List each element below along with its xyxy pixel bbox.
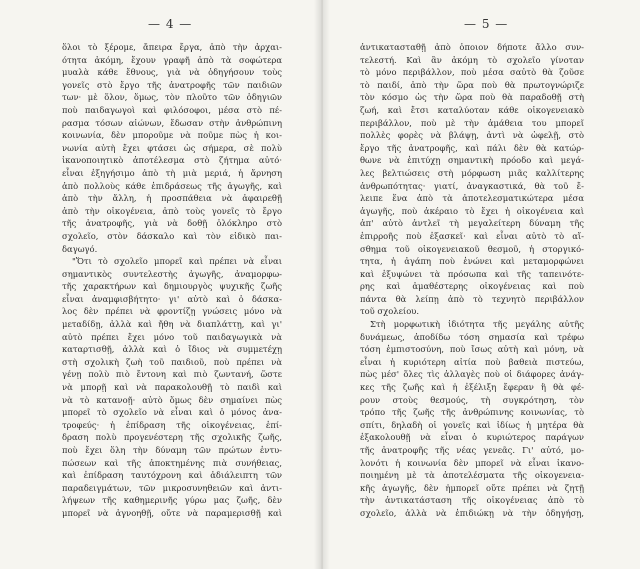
- text-line: ρουν στοὺς θεσμούς, τὴ συγκρότηση, τὸν: [360, 394, 584, 405]
- text-line: ἱκανοποιητικὸ ἀποτέλεσμα στὸ ζήτημα αὐτό·: [62, 155, 282, 166]
- left-page-text: [62, 41, 282, 520]
- text-line: πολλὲς φορὲς νὰ βλάψῃ, ἀντὶ νὰ ὠφελῇ, στὸ: [360, 130, 584, 141]
- text-line: νὰ μπορῇ καὶ νὰ παρακολουθῇ τὸ παιδὶ καὶ: [62, 382, 282, 393]
- text-line: τόση ἐμπιστοσύνη, ποὺ ἴσως αὐτὴ καὶ μόνη, νὰ: [360, 344, 584, 355]
- text-line: λειπε ἕνα ἀπὸ τὰ ἀποτελεσματικώτερα μέσα: [360, 193, 584, 204]
- text-line: πὼς μέσ' ὅλες τὶς ἀλλαγὲς ποὺ οἱ διάφορες ἀνάγ-: [360, 369, 584, 380]
- text-line: ποιημένη μὲ τὰ ἀποτελέσματα τῆς οἰκογενεια-: [360, 470, 584, 481]
- text-line: ποὺ παιδαγωγοὶ καὶ φιλόσοφοι, μέσα στὸ πέ-: [62, 104, 282, 115]
- text-line: τὸ μόνο περιβάλλον, ποὺ μέσα σαὐτὸ θὰ ζοῦσε: [360, 67, 584, 78]
- text-line: παραδειγμάτων, τῶν μικροσυνηθειῶν καὶ ἀντι-: [62, 482, 282, 493]
- text-line: τρόπο τῆς ζωῆς τῆς ἀνθρώπινης κοινωνίας, τὸ: [360, 407, 584, 418]
- text-line: κῆς ἀγωγῆς, δὲν ἠμπορεῖ οὔτε πρέπει νὰ ζητῇ: [360, 482, 584, 493]
- text-line: γένῃ πολὺ πιὸ ἔντονη καὶ πιὸ ζωντανή, ὥστε: [62, 369, 282, 380]
- text-line: νωνία αὐτὴ ἔχει φτάσει ὡς σήμερα, σὲ πολὺ: [62, 142, 282, 153]
- right-page: [322, 0, 640, 569]
- text-line: λονότι ἡ κοινωνία δὲν μπορεῖ νὰ εἶναι ἱκανο-: [360, 457, 584, 468]
- text-line: καὶ ἐπίδραση ταυτόχρονη καὶ ἀδιάλειπτη τῶν: [62, 470, 282, 481]
- text-line: ἀγωγῆς, ποὺ ἀκέραιο τὸ ἔχει ἡ οἰκογένεια καὶ: [360, 205, 584, 216]
- text-line: ποὺ ἔχει ὅλη τὴν δύναμη τῶν πρώτων ἐντυ-: [62, 445, 282, 455]
- text-line: ἀνθρωπότητας· γιατί, ἀναγκαστικά, θὰ τοῦ ἔ-: [360, 180, 584, 191]
- text-line: ἀπὸ τὴν οἰκογένεια, ἀπὸ τοὺς γονεῖς τὸ ἔργο: [62, 205, 282, 216]
- text-line: μεταδίδῃ, ἀλλὰ καὶ ἤθη νὰ διαπλάττῃ, καὶ γι': [62, 319, 282, 330]
- text-line: περιβάλλον, ποὺ μὲ τὴν ἀμάθεια του μπορεῖ: [360, 117, 584, 128]
- text-line: θωνε νὰ ἐπιτύχῃ σημαντικὴ πρόοδο καὶ μεγά-: [360, 155, 584, 166]
- text-line: σημαντικὸς συντελεστὴς ἀγωγῆς, ἀναμορφω-: [62, 268, 282, 279]
- text-line: Στὴ μορφωτικὴ ἰδιότητα τῆς μεγάλης αὐτῆς: [370, 319, 584, 330]
- text-line: νὰ τὸ κατανοῇ· αὐτὸ ὅμως δὲν σημαίνει πὼς: [62, 394, 282, 405]
- text-line: στὴ σχολικὴ ζωὴ τοῦ παιδιοῦ, ποὺ πρέπει νὰ: [62, 356, 282, 367]
- text-line: ρης καὶ ἀμαθέστερης οἰκογένειας καὶ ποὺ: [360, 281, 584, 292]
- text-line: ἔργο τῆς ἀνατροφῆς, καὶ πάλι δὲν θὰ κατώρ-: [360, 142, 584, 153]
- text-line: εἶναι ἡ κυριότερη αἰτία ποὺ βαθειὰ πιστεύω,: [360, 356, 584, 367]
- text-line: κοινωνία, δὲν μποροῦμε νὰ ποῦμε πὼς ἡ κοι-: [62, 130, 282, 141]
- text-line: λήψεων τῆς καθημερινῆς γύρω μας ζωῆς, δὲν: [62, 495, 282, 506]
- text-line: τροφεύς· ἡ ἐπίδραση τῆς οἰκογένειας, ἐπί-: [62, 419, 282, 430]
- text-line: τελεστή. Καὶ ἂν ἀκόμη τὸ σχολεῖο γίνοταν: [360, 54, 584, 65]
- text-line: "Ὅτι τὸ σχολεῖο μπορεῖ καὶ πρέπει νὰ εἶναι: [72, 256, 282, 267]
- text-line: εἶναι ἐξηγήσιμο ἀπὸ τὴ μιὰ μεριά, ἡ ἄρνηση: [62, 167, 282, 178]
- text-line: τοῦ σχολείου.: [360, 306, 419, 317]
- text-line: ότητα ἀκόμη, ἔχουν γραφῆ ἀπὸ τὰ σοφώτερα: [62, 54, 282, 65]
- text-line: ἀπὸ πολλοὺς κάθε ἐπιδράσεως τῆς ἀγωγῆς, καὶ: [62, 180, 282, 191]
- book-gutter-shadow: [314, 0, 330, 569]
- text-line: λες βελτιώσεις στὴ μόρφωση μιᾶς καλλίτερης: [360, 167, 584, 178]
- text-line: ζωή, καὶ ἔτσι καταλύοταν κάθε οἰκογενειακὸ: [360, 104, 584, 115]
- left-page-number: — 4 —: [148, 17, 193, 31]
- text-line: κες τῆς ζωῆς καὶ ἡ ἐξέλιξη ἔφεραν ἢ θὰ φέ-: [360, 382, 584, 393]
- text-line: μυαλὰ κάθε ἔθνους, γιὰ νὰ ὁδηγήσουν τοὺς: [62, 67, 282, 78]
- text-line: τῆς ἀνατροφῆς τῆς νέας γενεᾶς. Γι' αὐτό, μο-: [360, 445, 584, 455]
- text-line: ἐπιρροῆς ποὺ ἐξασκεῖ· καὶ εἶναι αὐτὸ τὸ αἴ-: [360, 230, 584, 241]
- text-line: καταρτισθῇ, ἀλλὰ καὶ ὁ ἴδιος νὰ συμμετέχῃ: [62, 344, 282, 355]
- text-line: δυνάμεως, ἀποδίδω τόση σημασία καὶ τρέφω: [360, 331, 584, 342]
- text-line: αὐτὸ πρέπει ἔχει μόνο τοῦ παιδαγωγικὰ νὰ: [62, 331, 282, 342]
- text-line: ἀπ' αὐτὸ ἀντλεῖ τὴ μεγαλείτερη δύναμη τῆς: [360, 218, 584, 229]
- text-line: γονεῖς στὸ ἔργο τῆς ἀνατροφῆς τῶν παιδιῶν: [62, 79, 282, 90]
- text-line: πάντα θὰ λείπῃ ἀπὸ τὸ τεχνητὸ περιβάλλον: [360, 293, 584, 304]
- text-line: σχολεῖο, στὸν δάσκαλο καὶ τὸν εἰδικὸ παι-: [62, 230, 282, 241]
- right-page-text: [360, 41, 584, 520]
- text-line: τὴν ἀντικατάσταση τῆς οἰκογένειας ἀπὸ τὸ: [360, 495, 584, 506]
- text-line: τῆς ἀνατροφῆς, γιὰ νὰ δοθῇ ὁλόκληρο στὸ: [62, 218, 282, 229]
- text-line: τὸν κόσμο ὡς τὴν ὥρα ποὺ θὰ παραδοθῇ στὴ: [360, 92, 584, 103]
- text-line: τὸ παιδί, ἀπὸ τὴν ὥρα ποὺ θὰ πρωτογνώριζε: [360, 79, 584, 90]
- text-line: σχολεῖο, ἀλλὰ νὰ ἐπιδιώκῃ νὰ τὴν ὁδηγήσῃ,: [360, 507, 584, 518]
- text-line: καὶ ἐξυψώνει τὰ πρόσωπα καὶ τῆς ταπεινότε-: [360, 268, 584, 279]
- text-line: πώσεων καὶ τῆς ἀποκτημένης πιὰ συνήθειας,: [62, 457, 282, 468]
- text-line: ἀντικατασταθῇ ἀπὸ ὁποιον δήποτε ἄλλο συν-: [360, 42, 584, 52]
- text-line: μπορεῖ τὸ σχολεῖο νὰ εἶναι καὶ ὁ μόνος ἀνα-: [62, 407, 282, 418]
- right-page-number: — 5 —: [464, 17, 509, 31]
- text-line: ὅλοι τὸ ξέρομε, ἄπειρα ἔργα, ἀπὸ τὴν ἀρχαι-: [62, 42, 282, 52]
- text-line: λος δὲν πρέπει νὰ φροντίζῃ γνώσεις μόνο νὰ: [62, 306, 282, 317]
- text-line: ἀπὸ τὴν ἄλλη, ἡ προσπάθεια νὰ ἀφαιρεθῇ: [62, 193, 282, 204]
- text-line: εἶναι ἀναμφισβήτητο· γι' αὐτὸ καὶ ὁ δάσκα-: [62, 293, 282, 304]
- text-line: δαγωγό.: [62, 243, 98, 254]
- text-line: ρασμα τόσων αἰώνων, ἔδωσαν στὴν ἀνθρώπινη: [62, 117, 282, 128]
- text-line: δραση πολὺ προγενέστερη τῆς σχολικῆς ζωῆς,: [62, 432, 282, 443]
- text-line: μπορεῖ νὰ ἀγνοηθῇ, οὔτε νὰ παραμερισθῇ καὶ: [62, 507, 282, 518]
- text-line: σθημα τοῦ οἰκογενειακοῦ θεσμοῦ, ἡ στοργικό-: [360, 243, 584, 254]
- text-line: τῆς χαρακτήρων καὶ δημιουργὸς ψυχικῆς ζωῆς: [62, 281, 282, 292]
- text-line: ἐξακολουθῇ νὰ εἶναι ὁ κυριώτερος παράγων: [360, 432, 584, 443]
- text-line: σπίτι, δηλαδὴ οἱ γονεῖς καὶ ἰδίως ἡ μητέρα θὰ: [360, 419, 584, 430]
- text-line: των· μὲ ὅλον, ὅμως, τὸν πλοῦτο τῶν ὁδηγιῶν: [62, 92, 282, 103]
- text-line: τητα, ἡ ἀγάπη ποὺ ἑνώνει καὶ μεταμορφώνει: [360, 256, 584, 267]
